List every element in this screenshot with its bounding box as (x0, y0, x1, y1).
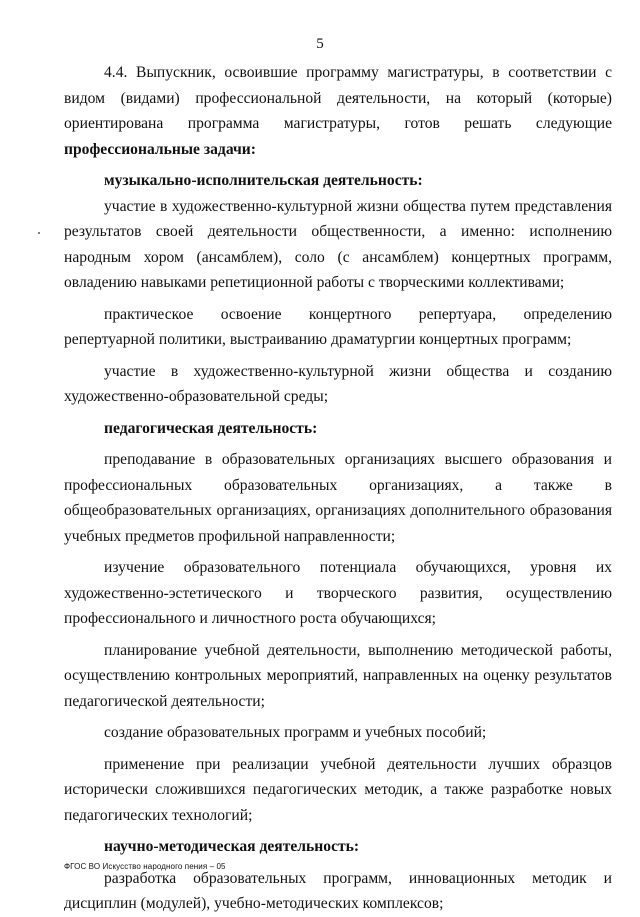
list-item: создание образовательных программ и учебных пособий; (104, 724, 487, 741)
section-heading-pedagogical: педагогическая деятельность: (104, 419, 318, 437)
document-body (64, 60, 612, 917)
list-item: практическое освоение концертного репертуара, определению репертуарной политики, выстраиванию драматургии концертных программ; (64, 305, 612, 348)
document-footer: ФГОС ВО Искусство народного пения – 05 (64, 862, 226, 871)
list-item: преподавание в образовательных организациях высшего образования и профессиональных образовательных организациях, а также в общеобразовательных организациях, организациях дополнительного образования учебных предметов профильной направленности; (64, 451, 612, 545)
page-number: 5 (316, 36, 324, 52)
list-item: участие в художественно-культурной жизни общества путем представления результатов своей деятельности общественности, а именно: исполнению народным хором (ансамблем), соло (с ансамблем) концертных программ, овладению навыками репетиционной работы с творческими коллективами; (64, 197, 612, 291)
list-item: планирование учебной деятельности, выполнению методической работы, осуществлению контрольных мероприятий, направленных на оценку результатов педагогической деятельности; (64, 641, 612, 710)
section-heading-methodological: научно-методическая деятельность: (104, 838, 360, 855)
list-item: участие в художественно-культурной жизни общества и созданию художественно-образовательной среды; (64, 362, 612, 405)
list-item: изучение образовательного потенциала обучающихся, уровня их художественно-эстетического и творческого развития, осуществлению профессионального и личностного роста обучающихся; (64, 559, 612, 627)
intro-paragraph (64, 60, 612, 162)
intro-bold-text: профессиональные задачи: (64, 140, 256, 158)
intro-text: 4.4. Выпускник, освоившие программу магистратуры, в соответствии с видом (видами) профессиональной деятельности, на который (которые) ориентирована программа магистратуры, готов решать следующие (64, 64, 612, 132)
list-item: разработка образовательных программ, инновационных методик и дисциплин (модулей), учебно-методических комплексов; (64, 869, 612, 912)
section-heading-performance: музыкально-исполнительская деятельность: (104, 172, 423, 189)
list-item: применение при реализации учебной деятельности лучших образцов исторически сложившихся педагогических методик, а также разработке новых педагогических технологий; (64, 755, 612, 824)
scan-mark (38, 232, 40, 234)
